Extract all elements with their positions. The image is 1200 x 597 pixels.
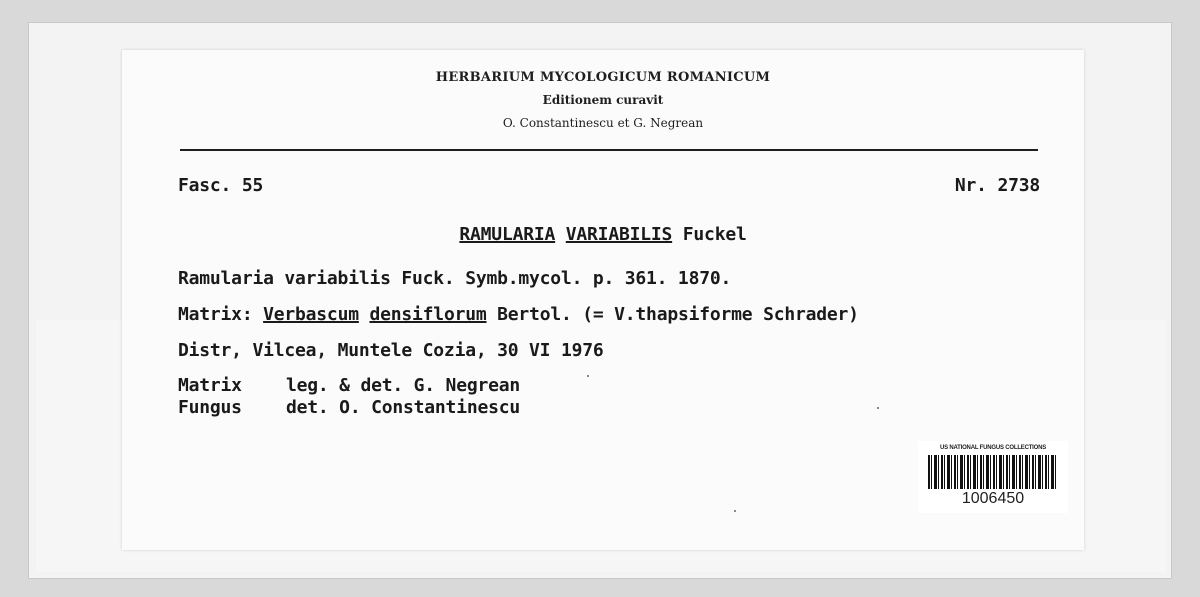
editors: O. Constantinescu et G. Negrean (502, 116, 704, 130)
barcode-number: 1006450 (961, 490, 1025, 507)
distribution-label: Distr, (178, 340, 242, 361)
barcode-icon (928, 455, 1058, 489)
title-genus: RAMULARIA (459, 224, 556, 245)
matrix-label: Matrix: (178, 304, 253, 325)
title-author: Fuckel (682, 224, 747, 245)
matrix-genus: Verbascum (263, 304, 359, 325)
collector-line (178, 375, 520, 396)
determiner-value: det. O. Constantinescu (286, 397, 521, 418)
determiner-line (178, 397, 520, 418)
fascicle-number: Fasc. 55 (178, 175, 264, 196)
speck (877, 407, 879, 409)
citation-line: Ramularia variabilis Fuck. Symb.mycol. p. 361. 1870. (178, 268, 732, 289)
barcode-collection-name: US NATIONAL FUNGUS COLLECTIONS (939, 445, 1047, 451)
matrix-species: densiflorum (369, 304, 487, 325)
herbarium-name: HERBARIUM MYCOLOGICUM ROMANICUM (435, 70, 771, 85)
speck (734, 510, 736, 512)
editor-caption: Editionem curavit (542, 93, 664, 107)
distribution-line (178, 340, 604, 361)
distribution-value: Vilcea, Muntele Cozia, 30 VI 1976 (252, 340, 604, 361)
specimen-number: Nr. 2738 (954, 175, 1040, 196)
title-species: VARIABILIS (565, 224, 673, 245)
barcode-label (918, 441, 1068, 513)
determiner-label: Fungus (178, 397, 242, 418)
matrix-rest: Bertol. (= V.thapsiforme Schrader) (497, 304, 859, 325)
collector-value: leg. & det. G. Negrean (286, 375, 521, 396)
species-title (122, 224, 1084, 245)
matrix-line (178, 304, 859, 325)
speck (587, 375, 589, 377)
collector-label: Matrix (178, 375, 242, 396)
header-divider (180, 149, 1038, 151)
